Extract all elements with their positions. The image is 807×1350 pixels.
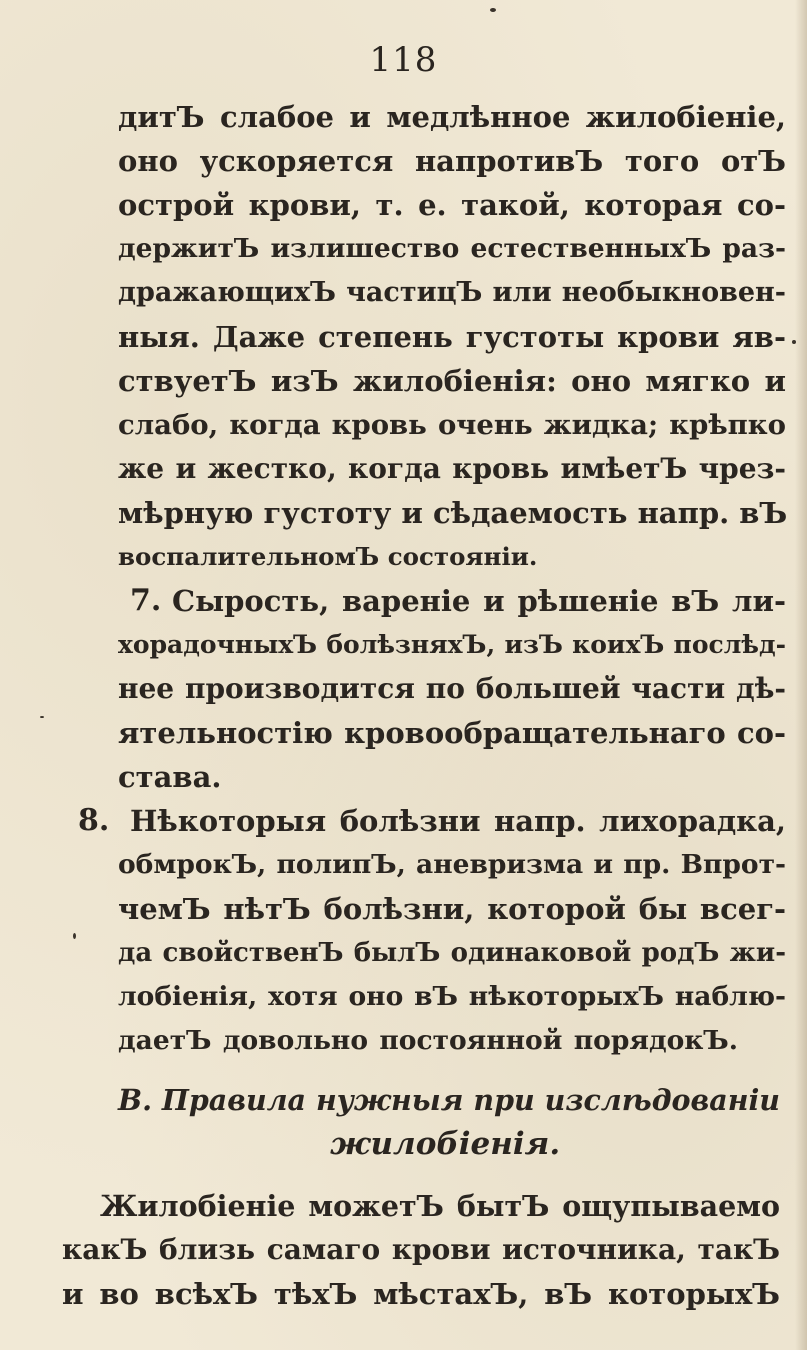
text-line: мѣрную густоту и сѣдаемость напр. вЪ	[118, 496, 788, 530]
text-line: дитЪ слабое и медлѣнное жилобіеніе,	[118, 100, 786, 134]
text-line: ствуетЪ изЪ жилобіенія: оно мягко и	[118, 364, 786, 398]
page-edge-shadow	[795, 0, 807, 1350]
text-line: держитЪ излишество естественныхЪ раз-	[118, 233, 786, 264]
text-line: слабо, когда кровь очень жидка; крѣпко	[118, 409, 786, 441]
text-line: да свойственЪ былЪ одинаковой родЪ жи-	[118, 938, 786, 968]
list-number: 7.	[130, 583, 162, 618]
text-line: нее производится по большей части дѣ-	[118, 672, 786, 705]
text-line: какЪ близь самаго крови источника, такЪ	[62, 1233, 780, 1266]
text-line: даетЪ довольно постоянной порядокЪ.	[118, 1025, 738, 1056]
text-line: же и жестко, когда кровь имѣетЪ чрез-	[118, 452, 786, 485]
text-line: хорадочныхЪ болѣзняхЪ, изЪ коихЪ послѣд-	[118, 630, 786, 659]
text-line: острой крови, т. е. такой, которая со-	[118, 188, 786, 222]
ink-speck	[490, 8, 496, 12]
text-line: чемЪ нѣтЪ болѣзни, которой бы всег-	[118, 892, 786, 926]
page-number: 118	[369, 40, 438, 80]
text-line: Жилобіеніе можетЪ бытЪ ощупываемо	[100, 1189, 780, 1223]
text-line: става.	[118, 760, 222, 794]
section-heading: жилобіенія.	[330, 1126, 561, 1162]
text-line: дражающихЪ частицЪ или необыкновен-	[118, 277, 786, 308]
text-line: оно ускоряется напротивЪ того отЪ	[118, 144, 786, 178]
ink-speck	[40, 716, 44, 718]
ink-speck	[73, 933, 76, 939]
text-line: ятельностію кровообращательнаго со-	[118, 716, 786, 750]
text-line: ныя. Даже степень густоты крови яв-	[118, 320, 786, 354]
section-heading: В. Правила нужныя при изслѣдованіи	[118, 1083, 781, 1117]
text-line: лобіенія, хотя оно вЪ нѣкоторыхЪ наблю-	[118, 981, 786, 1012]
text-line: воспалительномЪ состояніи.	[118, 542, 538, 571]
text-line: Сырость, вареніе и рѣшеніе вЪ ли-	[172, 584, 786, 618]
text-line: Нѣкоторыя болѣзни напр. лихорадка,	[130, 804, 786, 838]
text-line: обмрокЪ, полипЪ, аневризма и пр. Впрот-	[118, 849, 786, 880]
list-number: 8.	[78, 803, 110, 838]
text-line: и во всѣхЪ тѣхЪ мѣстахЪ, вЪ которыхЪ	[62, 1277, 780, 1311]
ink-speck	[792, 340, 796, 344]
